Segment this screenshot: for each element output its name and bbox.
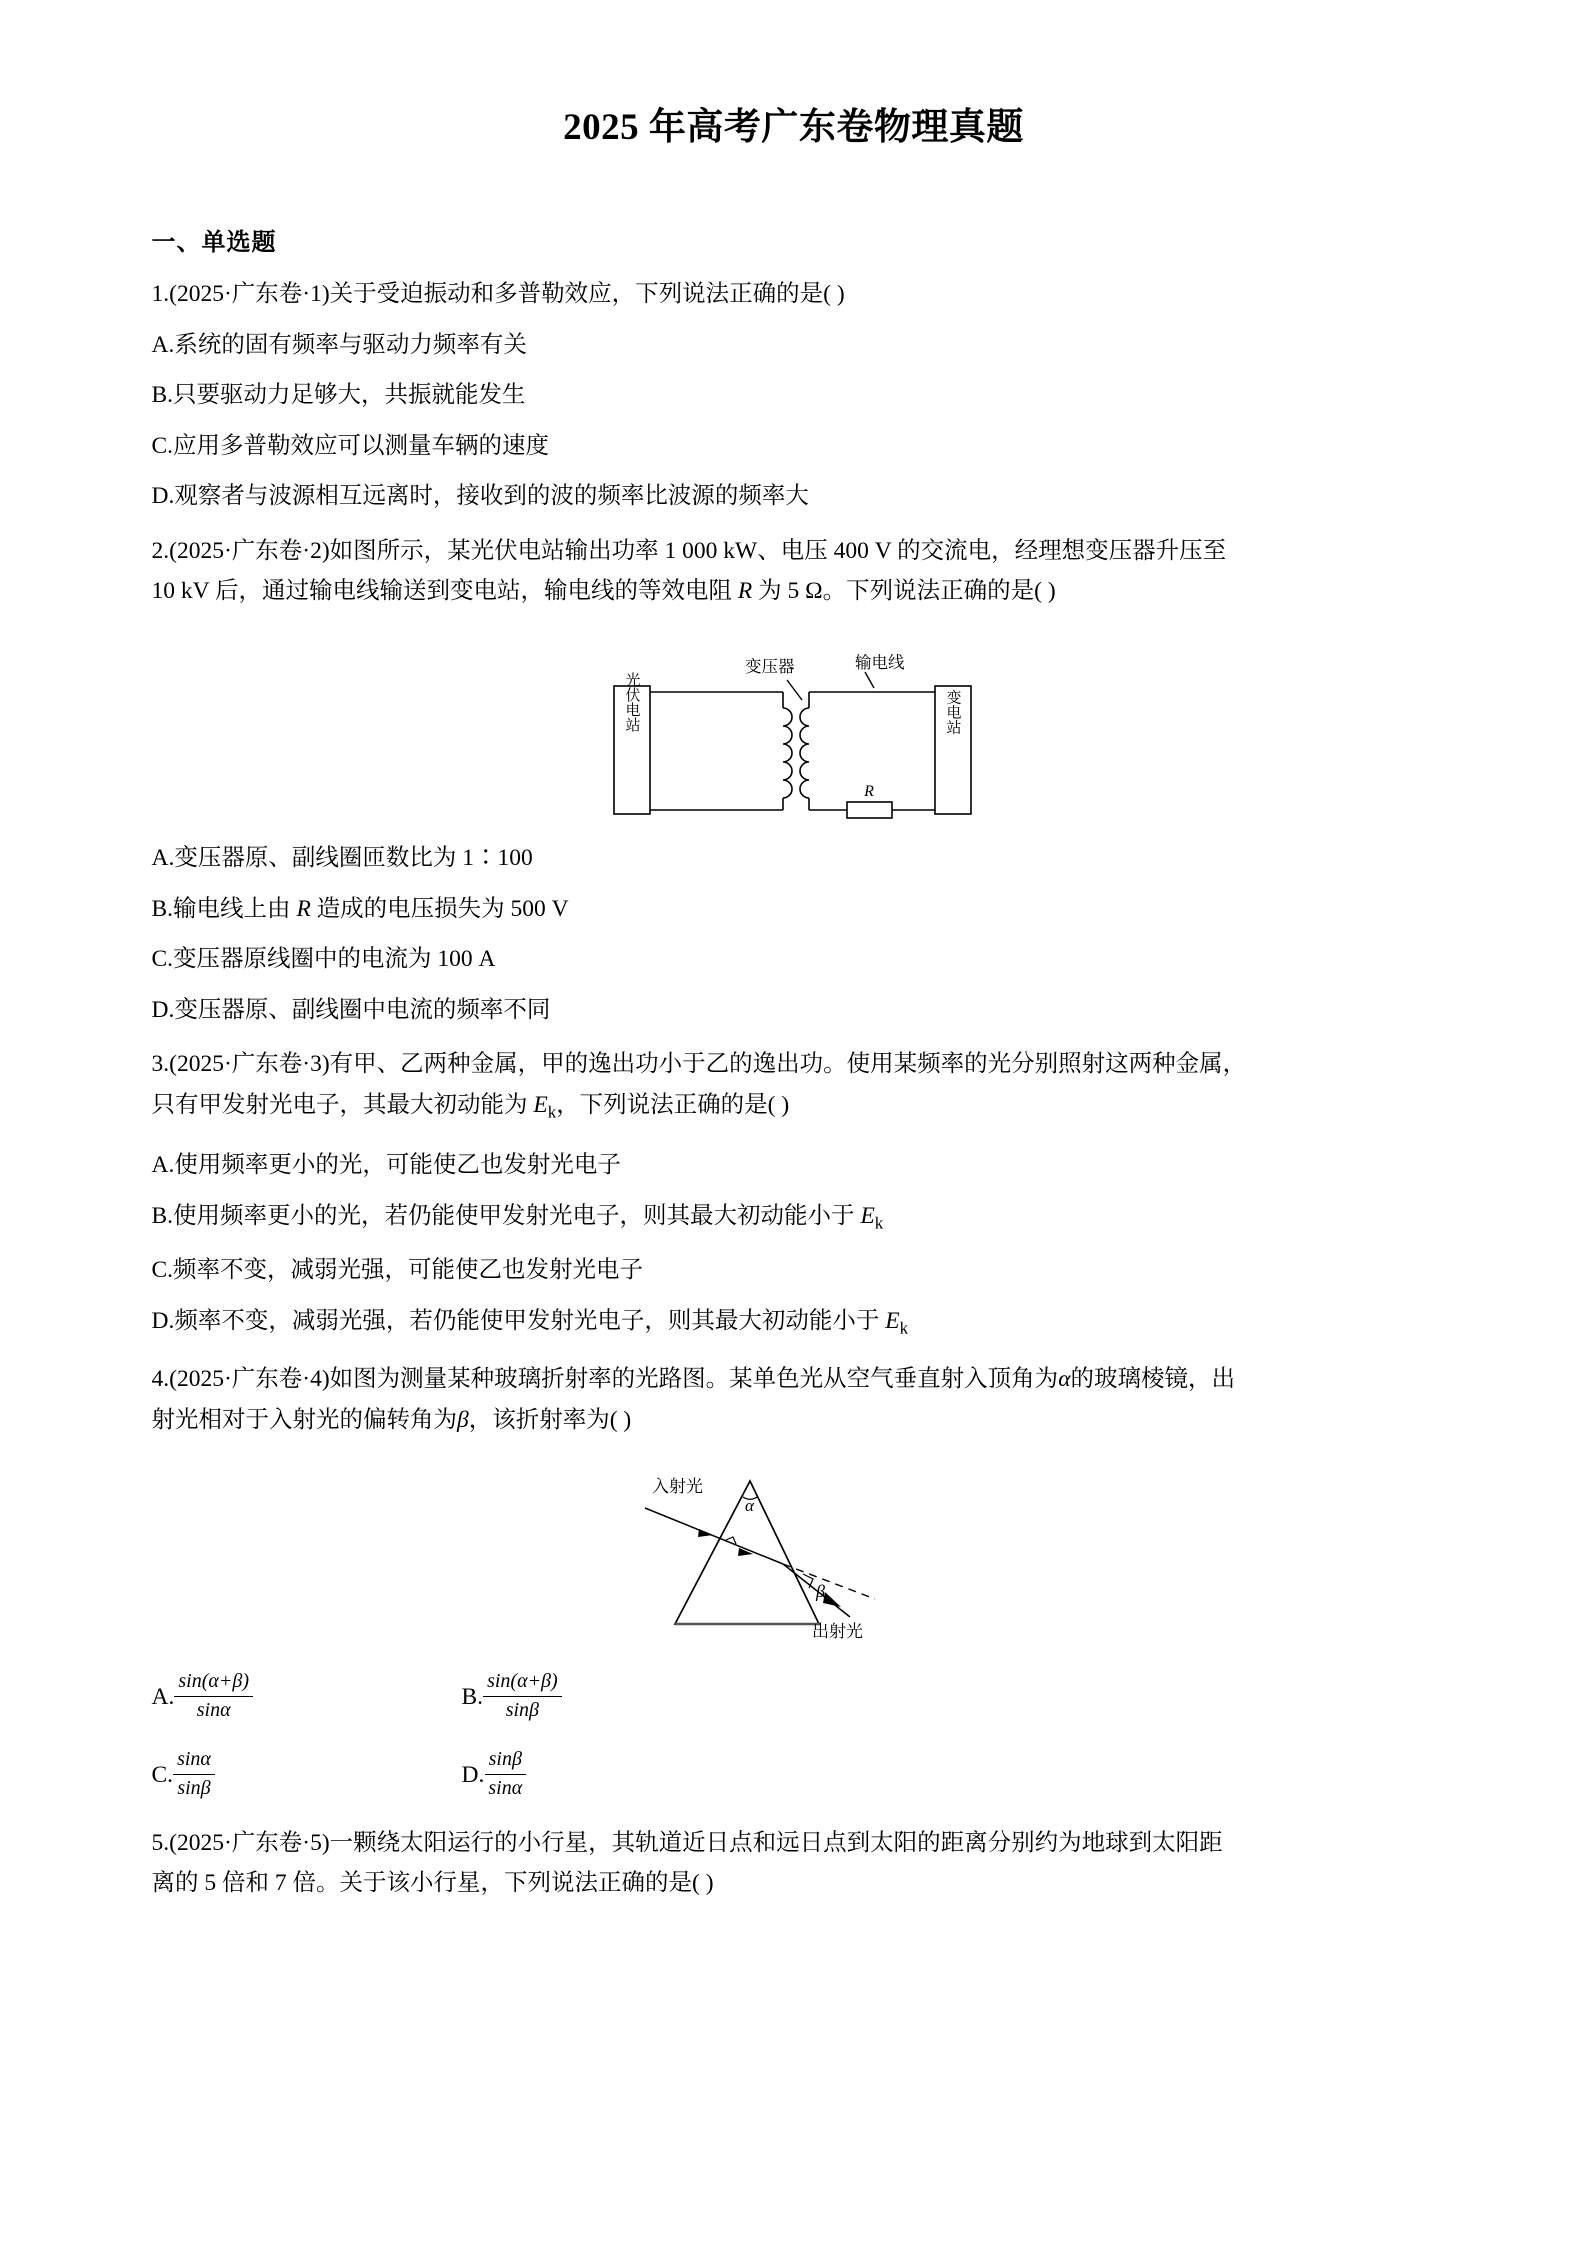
question-3-option-d-symbol-E-sub: k [899, 1318, 909, 1338]
question-4-option-a[interactable] [152, 1670, 462, 1722]
question-4-stem-line1-prefix: 4.(2025·广东卷·4)如图为测量某种玻璃折射率的光路图。某单色光从空气垂直射入顶角为 [151, 1366, 1059, 1393]
beta-label: β [815, 1581, 825, 1602]
question-4-option-c-numerator: sinα [173, 1748, 215, 1775]
question-4 [152, 1359, 1442, 1800]
question-4-option-d[interactable] [462, 1748, 527, 1800]
question-4-option-d-label: D. [461, 1762, 485, 1789]
question-4-option-b-denominator: sinβ [505, 1698, 540, 1721]
question-3-stem-line1: 3.(2025·广东卷·3)有甲、乙两种金属，甲的逸出功小于乙的逸出功。使用某频率的光分别照射这两种金属， [151, 1051, 1247, 1078]
question-1-option-c[interactable]: C.应用多普勒效应可以测量车辆的速度 [151, 432, 550, 459]
incident-ray-arrow [698, 1529, 713, 1537]
question-2-option-b[interactable] [151, 895, 1442, 922]
question-5-stem [152, 1823, 1442, 1905]
powerline-label: 输电线 [854, 654, 904, 673]
incident-light-label: 入射光 [651, 1477, 703, 1497]
resistor-box [847, 802, 892, 818]
question-4-option-d-denominator: sinα [488, 1777, 523, 1799]
question-1-option-b[interactable]: B.只要驱动力足够大，共振就能发生 [151, 382, 526, 408]
figure-transformer-circuit [152, 630, 1442, 820]
question-5 [152, 1823, 1442, 1905]
question-2-stem-line2-suffix: 为 5 Ω。下列说法正确的是( ) [752, 578, 1056, 605]
question-3-stem [152, 1044, 1442, 1127]
question-3-option-b-symbol-E: E [860, 1202, 875, 1229]
question-3-option-b[interactable] [151, 1202, 1442, 1233]
question-4-option-c-fraction [173, 1748, 215, 1800]
question-2-stem [152, 531, 1442, 613]
question-4-stem-line1-suffix: 的玻璃棱镜，出 [1070, 1366, 1236, 1393]
question-2-option-b-post: 造成的电压损失为 500 V [310, 895, 569, 922]
pv-station-label: 光伏电站 [623, 672, 640, 733]
question-3-option-d[interactable] [151, 1307, 1442, 1338]
question-2-option-b-symbol-R: R [296, 895, 311, 922]
question-4-option-b-label: B. [461, 1684, 484, 1711]
undeviated-dashed-line [783, 1564, 875, 1602]
question-4-option-a-fraction [174, 1670, 253, 1722]
document-body [74, 222, 1514, 1904]
question-4-stem-line2-suffix: ，该折射率为( ) [468, 1407, 632, 1434]
question-4-option-a-numerator: sin(α+β) [174, 1670, 253, 1697]
question-4-option-a-label: A. [151, 1684, 175, 1711]
transformer-leader [787, 680, 802, 700]
question-5-stem-line1: 5.(2025·广东卷·5)一颗绕太阳运行的小行星，其轨道近日点和远日点到太阳的距离分别约为地球到太阳距 [151, 1829, 1223, 1856]
question-3-symbol-E-sub: k [547, 1102, 557, 1122]
question-2-option-a[interactable]: A.变压器原、副线圈匝数比为 1∶100 [151, 845, 533, 872]
question-4-option-c[interactable] [152, 1748, 462, 1800]
page-title: 2025 年高考广东卷物理真题 [563, 107, 1024, 148]
question-4-option-b-fraction [483, 1670, 562, 1722]
powerline-leader [865, 672, 874, 688]
question-4-stem [152, 1359, 1442, 1441]
question-4-option-a-denominator: sinα [196, 1698, 231, 1721]
question-3-option-c[interactable]: C.频率不变，减弱光强，可能使乙也发射光电子 [151, 1257, 644, 1284]
question-2-stem-line1: 2.(2025·广东卷·2)如图所示，某光伏电站输出功率 1 000 kW、电压 400 V 的交流电，经理想变压器升压至 [151, 537, 1227, 564]
question-1 [152, 283, 1442, 509]
question-3-option-b-symbol-E-sub: k [874, 1213, 884, 1233]
question-4-option-b-numerator: sin(α+β) [483, 1670, 562, 1697]
question-1-stem: 1.(2025·广东卷·1)关于受迫振动和多普勒效应，下列说法正确的是( ) [151, 281, 845, 307]
incident-ray [645, 1508, 783, 1564]
question-4-option-d-numerator: sinβ [485, 1748, 526, 1775]
question-1-option-a[interactable]: A.系统的固有频率与驱动力频率有关 [151, 331, 527, 358]
question-4-options-row-1 [152, 1670, 1442, 1722]
secondary-coil [799, 692, 808, 810]
substation-label: 变电站 [944, 689, 961, 735]
question-2-option-c[interactable]: C.变压器原线圈中的电流为 100 A [151, 946, 496, 973]
question-3-stem-line2-suffix: ，下列说法正确的是( ) [556, 1092, 790, 1119]
question-5-stem-line2: 离的 5 倍和 7 倍。关于该小行星，下列说法正确的是( ) [151, 1870, 714, 1897]
question-3-stem-line2-prefix: 只有甲发射光电子，其最大初动能为 [151, 1092, 534, 1119]
question-1-option-d[interactable]: D.观察者与波源相互远离时，接收到的波的频率比波源的频率大 [151, 483, 809, 509]
question-2 [152, 531, 1442, 1023]
exit-light-label: 出射光 [811, 1622, 863, 1642]
question-3-option-d-symbol-E: E [885, 1307, 900, 1334]
question-3-symbol-E: E [533, 1092, 548, 1119]
exit-ray-arrow [823, 1592, 841, 1607]
question-3-option-d-pre: D.频率不变，减弱光强，若仍能使甲发射光电子，则其最大初动能小于 [151, 1307, 886, 1334]
question-4-option-c-label: C. [151, 1762, 174, 1789]
alpha-label: α [744, 1496, 754, 1516]
figure-prism-raypath [152, 1449, 1442, 1644]
transformer-circuit-svg [597, 630, 997, 820]
question-4-option-c-denominator: sinβ [177, 1777, 211, 1799]
section-heading-single-choice: 一、单选题 [151, 229, 277, 256]
question-3-option-a[interactable]: A.使用频率更小的光，可能使乙也发射光电子 [151, 1152, 621, 1179]
primary-coil [783, 692, 792, 810]
resistor-label: R [863, 783, 874, 801]
transformer-label: 变压器 [744, 658, 794, 677]
question-3 [152, 1044, 1442, 1337]
question-2-stem-line2-prefix: 10 kV 后，通过输电线输送到变电站，输电线的等效电阻 [151, 578, 738, 605]
prism-raypath-svg [587, 1449, 1007, 1644]
question-4-option-d-fraction [484, 1748, 526, 1800]
question-2-option-d[interactable]: D.变压器原、副线圈中电流的频率不同 [151, 996, 551, 1023]
question-4-options-row-2 [152, 1748, 1442, 1800]
question-3-option-b-pre: B.使用频率更小的光，若仍能使甲发射光电子，则其最大初动能小于 [151, 1202, 861, 1229]
question-2-option-b-pre: B.输电线上由 [151, 895, 297, 922]
question-4-option-b[interactable] [462, 1670, 562, 1722]
question-2-symbol-R: R [737, 578, 753, 605]
question-4-symbol-alpha: α [1058, 1366, 1071, 1393]
question-4-symbol-beta: β [457, 1407, 469, 1434]
question-4-stem-line2-prefix: 射光相对于入射光的偏转角为 [151, 1407, 457, 1434]
